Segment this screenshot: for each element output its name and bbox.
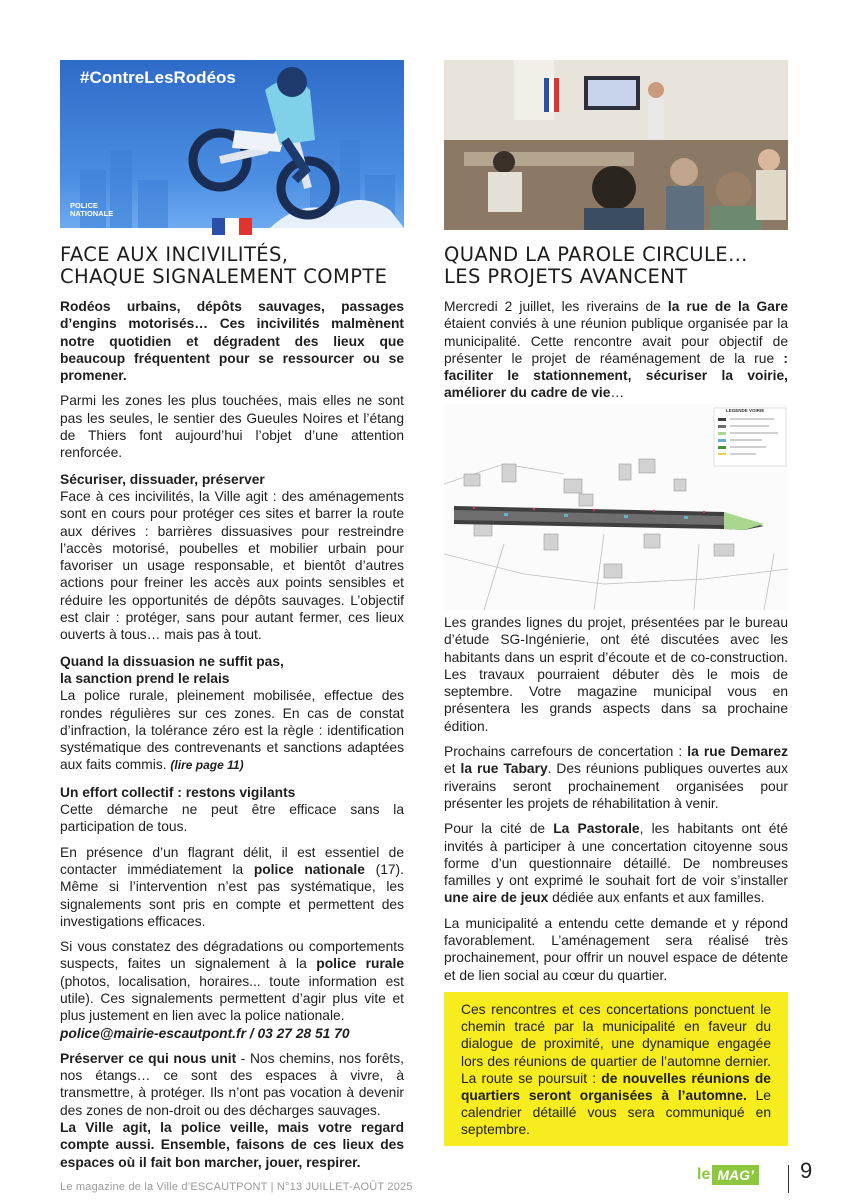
police-contact[interactable]: police@mairie-escautpont.fr / 03 27 28 51 70 xyxy=(60,1025,350,1041)
right-heading: QUAND LA PAROLE CIRCULE… LES PROJETS AVANCENT xyxy=(444,243,748,288)
left-article xyxy=(60,244,404,1171)
hashtag-label: #ContreLesRodéos xyxy=(80,68,236,87)
right-para-municipalite: La municipalité a entendu cette demande et y répond favorablement. L’aménagement sera réalisé très prochainement, pour offrir un nouvel espace de détente et de lien social au cœur du quartier. xyxy=(444,915,788,983)
street-plan-drawing xyxy=(444,404,788,610)
left-para-participation: Cette démarche ne peut être efficace sans la participation de tous. xyxy=(60,802,404,835)
left-para-zones: Parmi les zones les plus touchées, mais elles ne sont pas les seules, le sentier des Gueules Noires et l’étang de Thiers font aujourd’hui l’objet d’une attention renforcée. xyxy=(60,393,404,461)
right-intro: Mercredi 2 juillet, les riverains de la rue de la Gare étaient conviés à une réunion publique organisée par la municipalité. Cette rencontre avait pour objectif de présenter le projet de réaménagement de la rue : faciliter le stationnement, sécuriser la voirie, améliorer du cadre de vie… xyxy=(444,299,788,401)
subheading-dissuasion: Quand la dissuasion ne suffit pas, la sanction prend le relais xyxy=(60,653,284,686)
right-para-pastorale: Pour la cité de La Pastorale, les habitants ont été invités à participer à une concertation citoyenne sous forme d’un questionnaire détaillé. De nombreuses familles y ont exprimé le souhait fort de voir s’installer une aire de jeux dédiée aux enfants et aux familles. xyxy=(444,821,788,906)
footer-text: Le magazine de la Ville d’ESCAUTPONT | N°13 JUILLET-AOÛT 2025 xyxy=(60,1181,413,1193)
right-article xyxy=(444,244,788,402)
highlight-box xyxy=(444,992,788,1146)
page-number: 9 xyxy=(800,1158,813,1183)
right-para-carrefours: Prochains carrefours de concertation : la rue Demarez et la rue Tabary. Des réunions publiques ouvertes aux riverains seront prochainement organisées pour présenter les projets de réhabilitation à venir. xyxy=(444,744,788,811)
right-para-grandes-lignes: Les grandes lignes du projet, présentées par le bureau d’étude SG-Ingénierie, ont été discutées avec les habitants dans un esprit d’écoute et de co-construction. Les travaux pourraient débuter dès le mois de septembre. Votre magazine municipal vous en présentera les grands aspects dans sa prochaine édition. xyxy=(444,615,788,734)
meeting-photo-illustration xyxy=(444,60,788,230)
meeting-photo xyxy=(444,60,788,230)
left-para-preserver: Préserver ce qui nous unit - Nos chemins, nos forêts, nos étangs… ce sont des espaces à vivre, à transmettre, à protéger. Ils n’ont pas vocation à devenir des zones de non-droit ou des décharges sauvages. xyxy=(60,1050,404,1118)
map-legend-title: LEGENDE VOIRIE xyxy=(726,408,765,413)
left-para-police-rurale: La police rurale, pleinement mobilisée, effectue des rondes régulières sur ces zones. En cas de constat d’infraction, la tolérance zéro est la règle : identification systématique des contrevenants et sanctions adaptées aux faits commis. (lire page 11) xyxy=(60,688,404,773)
left-heading: FACE AUX INCIVILITÉS, CHAQUE SIGNALEMENT COMPTE xyxy=(60,243,388,288)
subheading-effort-collectif: Un effort collectif : restons vigilants xyxy=(60,784,296,800)
street-plan-map xyxy=(444,404,788,610)
le-mag-logo: le MAG’ xyxy=(697,1164,759,1186)
rodeo-image xyxy=(60,60,404,228)
highlight-box-text: Ces rencontres et ces concertations ponctuent le chemin tracé par la municipalité en faveur du dialogue de proximité, une dynamique engagée lors des réunions de quartier de l’automne dernier. La route se poursuit : de nouvelles réunions de quartiers seront organisées à l’automne. Le calendrier détaillé vous sera communiqué en septembre. xyxy=(461,1002,771,1138)
left-intro: Rodéos urbains, dépôts sauvages, passages d’engins motorisés… Ces incivilités malmènent notre quotidien et dégradent des lieux que beaucoup fréquentent pour se ressourcer ou se promener. xyxy=(60,299,404,384)
subheading-securiser: Sécuriser, dissuader, préserver xyxy=(60,471,265,487)
police-logo: POLICE NATIONALE xyxy=(70,201,114,218)
footer-divider xyxy=(788,1165,789,1193)
left-para-flagrant-delit: En présence d’un flagrant délit, il est essentiel de contacter immédiatement la police nationale (17). Même si l’intervention n’est pas systématique, les signalements sont pris en compte et permettent des investigations efficaces. xyxy=(60,844,404,929)
left-para-conclusion: La Ville agit, la police veille, mais votre regard compte aussi. Ensemble, faisons de ces lieux des espaces où il fait bon marcher, jouer, respirer. xyxy=(60,1120,404,1170)
left-para-signalement: Si vous constatez des dégradations ou comportements suspects, faites un signalement à la police rurale (photos, localisation, horaires... toute information est utile). Ces signalements permettent d’agir plus vite et plus justement en lien avec la police nationale. xyxy=(60,939,404,1024)
left-para-actions: Face à ces incivilités, la Ville agit : des aménagements sont en cours pour protéger ces sites et barrer la route aux dérives : barrières dissuasives pour restreindre l’accès motorisé, poubelles et mobilier urbain pour favoriser un usage responsable, et bientôt d’autres actions pour freiner les accès aux points sensibles et réduire les opportunités de dépôts sauvages. L’objectif est clair : protéger, sans pour autant fermer, ces lieux ouverts à tous… mais pas à tout. xyxy=(60,488,404,643)
french-flag-icon xyxy=(212,218,252,235)
right-article-continued xyxy=(444,614,788,984)
